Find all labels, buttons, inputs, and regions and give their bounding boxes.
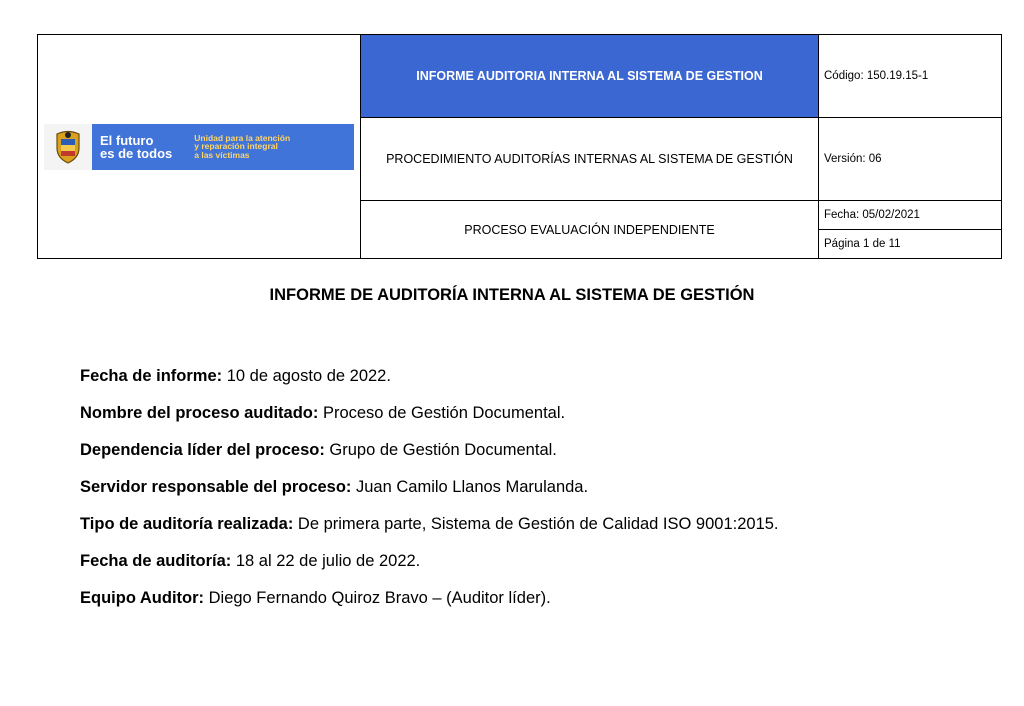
version-cell: Versión: 06 xyxy=(819,118,1002,201)
logo-entity-name: Unidad para la atención y reparación integral a las víctimas xyxy=(194,132,291,160)
procedure-cell: PROCEDIMIENTO AUDITORÍAS INTERNAS AL SISTEMA DE GESTIÓN xyxy=(361,118,819,201)
date-field: Fecha: 05/02/2021 xyxy=(819,201,1001,230)
report-fields xyxy=(80,366,946,625)
header-title-cell: INFORME AUDITORIA INTERNA AL SISTEMA DE GESTION xyxy=(361,35,819,118)
field-audit-date: Fecha de auditoría: 18 al 22 de julio de 2022. xyxy=(80,552,421,570)
logo-cell xyxy=(38,35,361,259)
field-lead-dependency: Dependencia líder del proceso: Grupo de Gestión Documental. xyxy=(80,441,557,459)
page-number: Página 1 de 11 xyxy=(824,237,901,250)
field-audit-team: Equipo Auditor: Diego Fernando Quiroz Bravo – (Auditor líder). xyxy=(80,589,551,607)
organization-logo xyxy=(44,124,354,170)
field-audit-type: Tipo de auditoría realizada: De primera parte, Sistema de Gestión de Calidad ISO 9001:2015. xyxy=(80,515,779,533)
process-cell: PROCESO EVALUACIÓN INDEPENDIENTE xyxy=(361,201,819,259)
field-audited-process: Nombre del proceso auditado: Proceso de Gestión Documental. xyxy=(80,404,566,422)
logo-slogan: El futuro es de todos xyxy=(100,132,173,161)
document-header-table xyxy=(37,34,1002,259)
field-responsible-official: Servidor responsable del proceso: Juan Camilo Llanos Marulanda. xyxy=(80,478,589,496)
code-cell: Código: 150.19.15-1 xyxy=(819,35,1002,118)
date-page-cell xyxy=(819,201,1002,259)
field-report-date: Fecha de informe: 10 de agosto de 2022. xyxy=(80,367,391,385)
coat-of-arms-icon xyxy=(44,124,92,170)
document-title: INFORME DE AUDITORÍA INTERNA AL SISTEMA DE GESTIÓN xyxy=(269,286,755,304)
